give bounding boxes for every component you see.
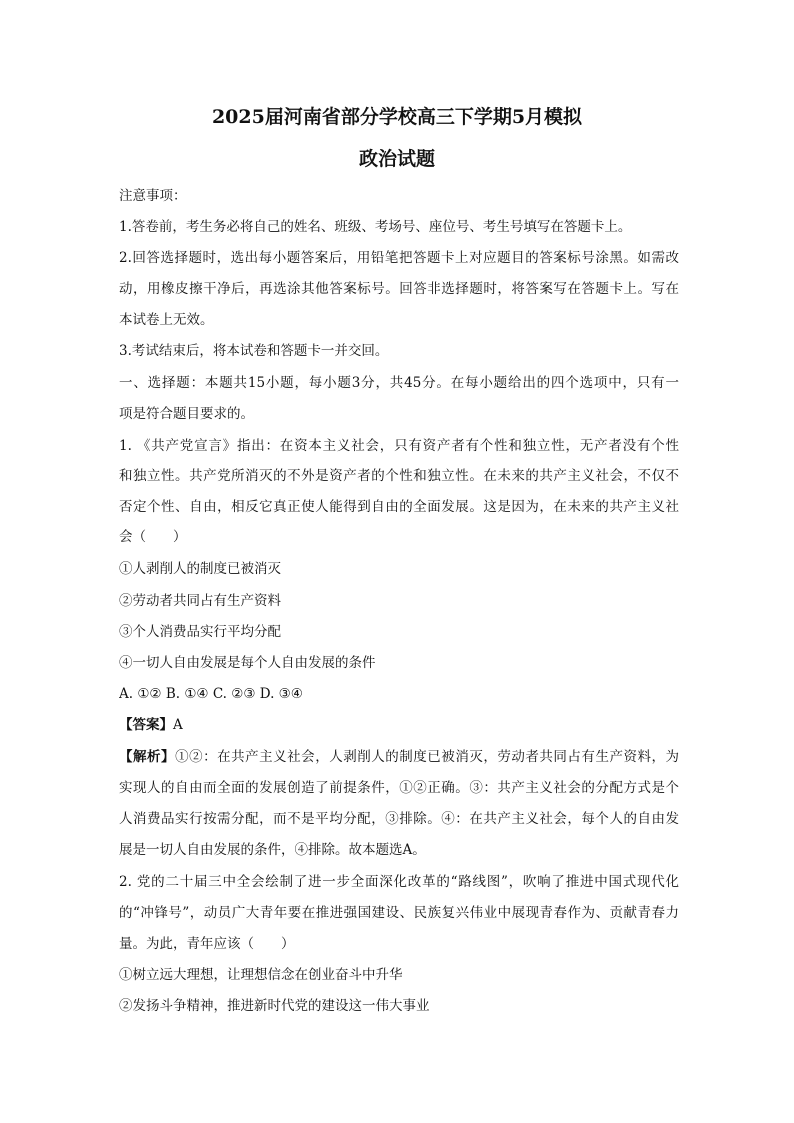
question-1-option-2: ②劳动者共同占有生产资料 [119, 593, 281, 609]
section-heading-line-2: 项是符合题目要求的。 [119, 406, 254, 422]
section-heading-line-1: 一、选择题：本题共15小题，每小题3分，共45分。在每小题给出的四个选项中，只有一 [119, 375, 679, 391]
question-2-stem-line-1: 2. 党的二十届三中全会绘制了进一步全面深化改革的“路线图”，吹响了推进中国式现代化 [119, 874, 679, 890]
question-1-analysis-line-3: 人消费品实行按需分配，而不是平均分配，③排除。④：在共产主义社会，每个人的自由发 [119, 811, 679, 827]
question-1-analysis-line-2: 实现人的自由而全面的发展创造了前提条件，①②正确。③：共产主义社会的分配方式是个 [119, 780, 679, 796]
question-1-stem-line-2: 和独立性。共产党所消灭的不外是资产者的个性和独立性。在未来的共产主义社会，不仅不 [119, 468, 679, 484]
question-1-choices: A. ①② B. ①④ C. ②③ D. ③④ [119, 686, 303, 702]
question-2-stem-line-3: 量。为此，青年应该（ ） [119, 936, 295, 952]
question-1-stem-line-3: 否定个性、自由，相反它真正使人能得到自由的全面发展。这是因为，在未来的共产主义社 [119, 499, 679, 515]
question-2-option-1: ①树立远大理想，让理想信念在创业奋斗中升华 [119, 967, 403, 983]
exam-subject-title: 政治试题 [358, 148, 435, 170]
question-2-stem-line-2: 的“冲锋号”，动员广大青年要在推进强国建设、民族复兴伟业中展现青春作为、贡献青春力 [119, 905, 679, 921]
analysis-text: ①②：在共产主义社会，人剥削人的制度已被消灭，劳动者共同占有生产资料，为 [175, 749, 679, 765]
notice-heading: 注意事项： [119, 188, 187, 204]
notice-item-2-line-1: 2.回答选择题时，选出每小题答案后，用铅笔把答题卡上对应题目的答案标号涂黑。如需改 [119, 250, 679, 266]
question-1-stem-line-1: 1. 《共产党宣言》指出：在资本主义社会，只有资产者有个性和独立性，无产者没有个性 [119, 438, 679, 454]
answer-label: 【答案】 [119, 717, 173, 733]
exam-title: 2025届河南省部分学校高三下学期5月模拟 [211, 106, 583, 128]
notice-item-2-line-2: 动，用橡皮擦干净后，再选涂其他答案标号。回答非选择题时，将答案写在答题卡上。写在 [119, 281, 679, 297]
question-1-option-3: ③个人消费品实行平均分配 [119, 624, 281, 640]
analysis-label: 【解析】 [119, 749, 176, 765]
question-1-option-4: ④一切人自由发展是每个人自由发展的条件 [119, 655, 376, 671]
question-1-option-1: ①人剥削人的制度已被消灭 [119, 561, 281, 577]
question-1-answer [119, 715, 679, 735]
notice-item-3: 3.考试结束后，将本试卷和答题卡一并交回。 [119, 343, 389, 359]
notice-item-2-line-3: 本试卷上无效。 [119, 312, 214, 328]
question-1-analysis-line-1 [119, 747, 679, 767]
question-1-analysis-line-4: 展是一切人自由发展的条件，④排除。故本题选A。 [119, 842, 426, 858]
notice-item-1: 1.答卷前，考生务必将自己的姓名、班级、考场号、座位号、考生号填写在答题卡上。 [119, 219, 632, 235]
answer-value: A [173, 717, 183, 733]
question-2-option-2: ②发扬斗争精神，推进新时代党的建设这一伟大事业 [119, 998, 430, 1014]
question-1-stem-line-4: 会（ ） [119, 529, 187, 545]
